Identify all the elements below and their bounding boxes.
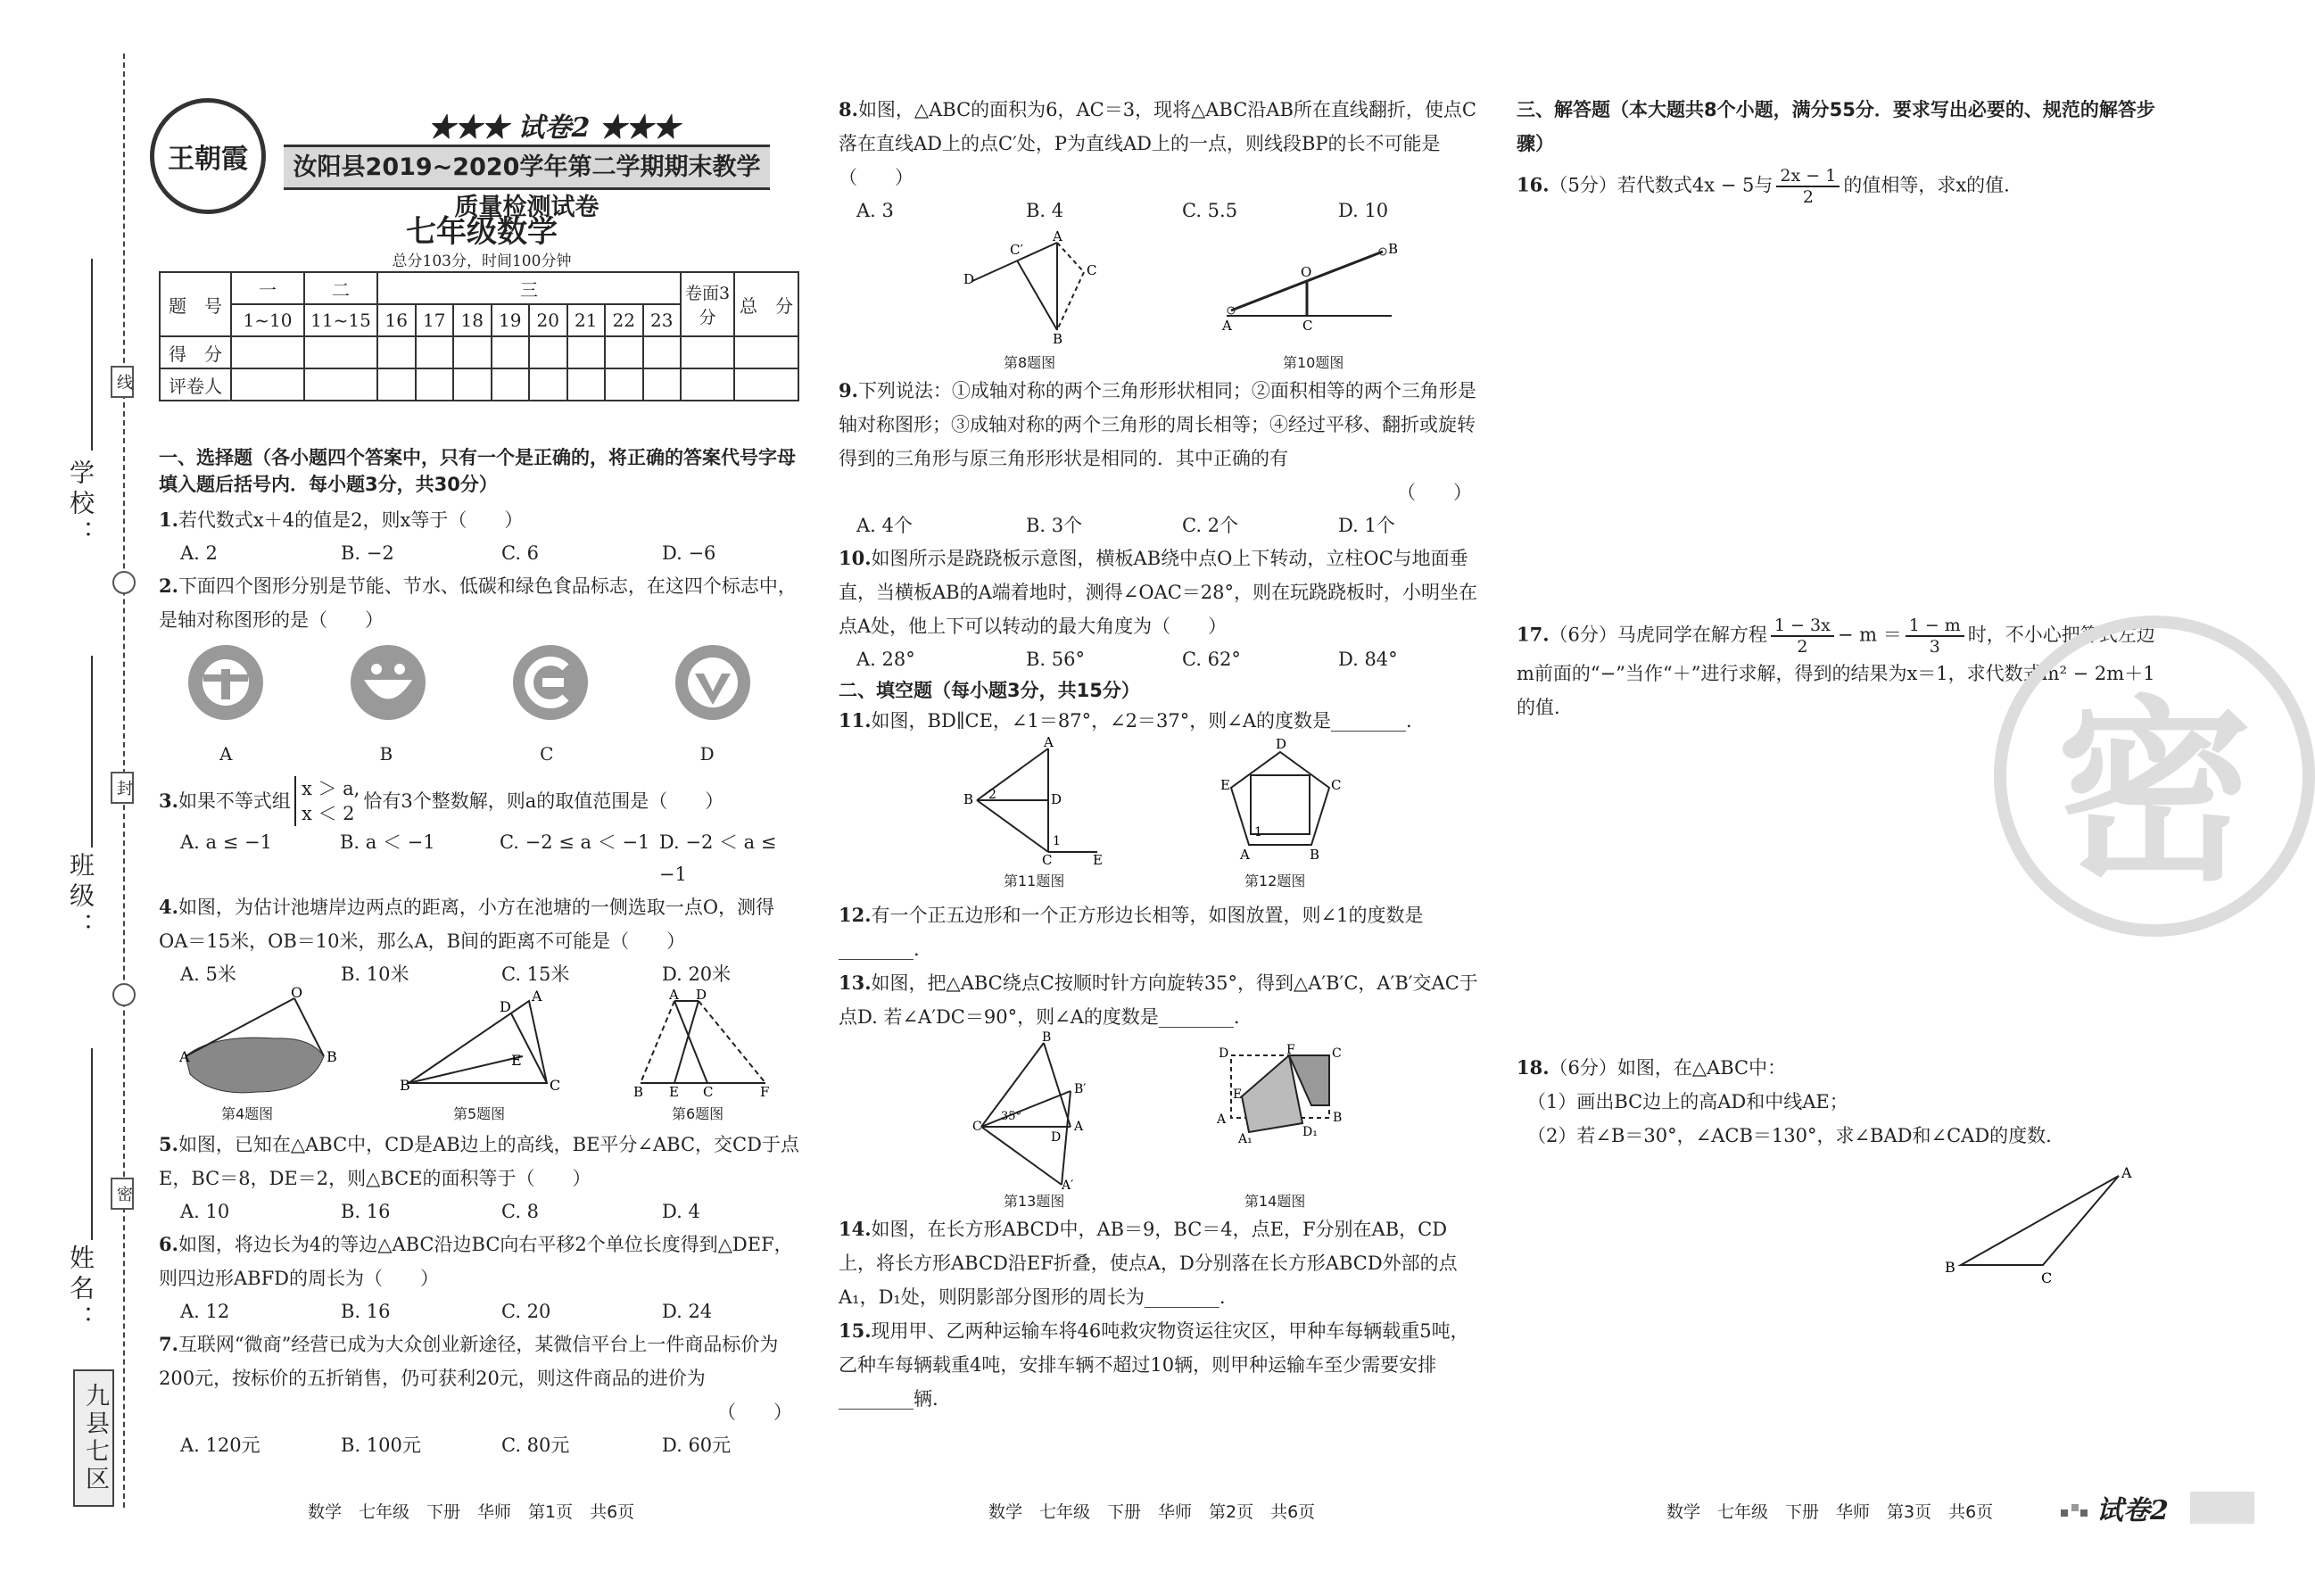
- figure-4: [177, 984, 337, 1096]
- footer-page-1: 数学 七年级 下册 华师 第1页 共6页: [308, 1502, 635, 1522]
- question-18: [1517, 1051, 2168, 1085]
- figure-10: [1222, 241, 1401, 334]
- grader-cell[interactable]: [734, 368, 798, 401]
- q3-pre: 如果不等式组: [178, 790, 291, 812]
- q7-option-b[interactable]: B. 100元: [341, 1435, 421, 1456]
- q2-label-c: C: [540, 743, 554, 765]
- figure-12: [1204, 736, 1356, 864]
- svg-text:E: E: [1093, 852, 1103, 868]
- school-line[interactable]: [91, 259, 93, 451]
- svg-text:B′: B′: [1074, 1082, 1087, 1096]
- q8-options: [839, 194, 1481, 227]
- question-15: [839, 1314, 1481, 1416]
- fig4-caption: 第4题图: [221, 1105, 274, 1122]
- q2-labels: [159, 740, 801, 767]
- q10-num: 10.: [839, 547, 872, 569]
- q6-option-d[interactable]: D. 24: [662, 1301, 713, 1322]
- th-q20: 20: [529, 304, 567, 336]
- q1-options: [159, 537, 801, 569]
- grader-cell[interactable]: [231, 368, 304, 401]
- q6-text: 如图，将边长为4的等边△ABC沿边BC向右平移2个单位长度得到△DEF，则四边形ABFD的周长为（ ）: [159, 1234, 793, 1289]
- question-12: [839, 898, 1481, 966]
- svg-text:C: C: [550, 1077, 561, 1094]
- q6-options: [159, 1295, 801, 1327]
- figure-6: [632, 987, 792, 1100]
- column-2: [839, 93, 1481, 1416]
- svg-text:D: D: [696, 987, 707, 1003]
- footer-page-2: 数学 七年级 下册 华师 第2页 共6页: [988, 1502, 1316, 1522]
- q18-part2: （2）若∠B＝30°，∠ACB＝130°，求∠BAD和∠CAD的度数.: [1527, 1125, 2052, 1146]
- watermark-text: 密: [1994, 616, 2315, 937]
- q4-option-b[interactable]: B. 10米: [341, 963, 409, 985]
- q7-option-a[interactable]: A. 120元: [180, 1435, 260, 1456]
- svg-text:A₁: A₁: [1238, 1132, 1253, 1146]
- q9-option-d[interactable]: D. 1个: [1338, 515, 1395, 536]
- q5-num: 5.: [159, 1133, 178, 1155]
- svg-text:A: A: [1240, 847, 1250, 863]
- q4-options: [159, 958, 801, 990]
- grader-cell[interactable]: [416, 368, 454, 401]
- q10-option-a[interactable]: A. 28°: [856, 649, 915, 670]
- th-q16: 16: [377, 304, 416, 336]
- question-1: [159, 503, 801, 537]
- score-cell[interactable]: [416, 336, 454, 368]
- q1-option-d[interactable]: D. −6: [662, 542, 716, 564]
- question-3: [159, 776, 801, 826]
- q18-part1: （1）画出BC边上的高AD和中线AE；: [1527, 1091, 1848, 1112]
- section2-title: 二、填空题（每小题3分，共15分）: [839, 680, 1140, 701]
- fig10-caption: 第10题图: [1283, 354, 1344, 371]
- svg-text:1: 1: [1053, 834, 1061, 848]
- svg-text:B: B: [1388, 241, 1399, 257]
- footer-series-tag: 试卷2: [2096, 1495, 2169, 1526]
- score-cell[interactable]: [529, 336, 567, 368]
- question-2: [159, 569, 801, 637]
- q8-option-b[interactable]: B. 4: [1026, 200, 1064, 221]
- series-title: ★★★ 试卷2 ★★★: [428, 112, 680, 144]
- logo-energy-icon[interactable]: [186, 642, 348, 740]
- question-4: [159, 890, 801, 958]
- svg-text:C: C: [703, 1084, 714, 1100]
- q11-text: 如图，BD∥CE，∠1＝87°，∠2＝37°，则∠A的度数是________.: [871, 710, 1412, 732]
- q16-numerator: 2x − 1: [1776, 166, 1840, 187]
- q3-post: 恰有3个整数解，则a的取值范围是（ ）: [363, 790, 724, 812]
- th-part1: 一: [231, 272, 304, 304]
- score-cell[interactable]: [377, 336, 416, 368]
- score-cell[interactable]: [492, 336, 530, 368]
- svg-text:C: C: [1302, 318, 1313, 334]
- th-total: 总 分: [734, 272, 798, 336]
- svg-text:A′: A′: [1062, 1178, 1074, 1193]
- q3-option-c[interactable]: C. −2 ≤ a ＜ −1: [499, 831, 650, 853]
- q1-option-b[interactable]: B. −2: [341, 542, 394, 564]
- svg-text:O: O: [1301, 264, 1312, 280]
- svg-text:D: D: [1051, 1130, 1062, 1145]
- q15-text: 现用甲、乙两种运输车将46吨救灾物资运往灾区，甲种车每辆载重5吨，乙种车每辆载重4吨，安排车辆不超过10辆，则甲种运输车至少需要安排________辆.: [839, 1320, 1469, 1410]
- q5-option-d[interactable]: D. 4: [662, 1201, 700, 1222]
- score-table: [159, 271, 799, 401]
- figure-13: [972, 1030, 1115, 1193]
- q4-option-d[interactable]: D. 20米: [662, 963, 732, 985]
- svg-text:D: D: [1276, 736, 1287, 752]
- exam-title: 汝阳县2019~2020学年第二学期期末教学质量检测试卷: [284, 145, 770, 190]
- grader-cell[interactable]: [529, 368, 567, 401]
- q3-sys2: x ＜ 2: [301, 803, 355, 824]
- q1-option-a[interactable]: A. 2: [180, 542, 218, 564]
- question-5: [159, 1128, 801, 1195]
- section1-title: 一、选择题（各小题四个答案中，只有一个是正确的，将正确的答案代号字母填入题后括号内．每小题3分，共30分）: [159, 447, 796, 495]
- mark-feng: 封: [111, 772, 134, 804]
- section3-title: 三、解答题（本大题共8个小题，满分55分．要求写出必要的、规范的解答步骤）: [1517, 99, 2155, 154]
- county-label: 九县七区: [73, 1369, 114, 1507]
- class-label: 班级：: [66, 852, 95, 943]
- q18-num: 18.: [1517, 1056, 1550, 1079]
- figure-14: [1213, 1043, 1347, 1168]
- svg-text:A: A: [1217, 1112, 1227, 1127]
- question-9: [839, 374, 1481, 475]
- q15-num: 15.: [839, 1319, 872, 1342]
- q3-option-d[interactable]: D. −2 ＜ a ≤ −1: [658, 831, 777, 885]
- question-18-block: [1517, 1051, 2168, 1153]
- score-cell[interactable]: [605, 336, 643, 368]
- svg-text:C: C: [1331, 777, 1342, 793]
- svg-text:O: O: [291, 984, 303, 1001]
- q9-text: 下列说法：①成轴对称的两个三角形形状相同；②面积相等的两个三角形是轴对称图形；③成轴对称的两个三角形的周长相等；④经过平移、翻折或旋转得到的三角形与原三角形形状是相同的．其中正确的有: [839, 380, 1476, 469]
- q11-num: 11.: [839, 709, 872, 732]
- watermark-seal: [1985, 616, 2253, 937]
- svg-text:F: F: [760, 1084, 770, 1100]
- svg-text:A: A: [1053, 228, 1062, 244]
- svg-text:D: D: [1219, 1046, 1229, 1061]
- question-8: [839, 93, 1481, 194]
- q4-text: 如图，为估计池塘岸边两点的距离，小方在池塘的一侧选取一点O，测得OA＝15米，OB＝10米，那么A，B间的距离不可能是（ ）: [159, 897, 775, 952]
- th-q21: 21: [567, 304, 606, 336]
- q9-paren[interactable]: （ ）: [1397, 482, 1472, 503]
- grader-cell[interactable]: [377, 368, 416, 401]
- q2-label-a: A: [219, 743, 233, 765]
- svg-text:C: C: [1332, 1046, 1342, 1061]
- figure-18: [1936, 1160, 2141, 1294]
- column-1: [159, 444, 801, 1461]
- th-range2: 11~15: [304, 304, 377, 336]
- q1-option-c[interactable]: C. 6: [501, 542, 540, 564]
- q3-sys1: x ＞ a,: [301, 778, 360, 799]
- score-info: 总分103分，时间100分钟: [392, 252, 572, 270]
- svg-text:C: C: [972, 1120, 982, 1134]
- svg-text:B: B: [327, 1048, 337, 1065]
- logo-water-icon[interactable]: [348, 642, 510, 740]
- grader-cell[interactable]: [304, 368, 377, 401]
- svg-text:A: A: [669, 987, 679, 1003]
- q16-denominator: 2: [1802, 187, 1814, 207]
- figure-5: [400, 988, 561, 1096]
- q18-text: （6分）如图，在△ABC中：: [1549, 1057, 1787, 1079]
- svg-text:A: A: [532, 988, 542, 1005]
- q17-f1-denominator: 2: [1797, 637, 1808, 657]
- svg-text:E: E: [669, 1084, 679, 1100]
- row-score-label: 得 分: [160, 336, 231, 368]
- q14-text: 如图，在长方形ABCD中，AB＝9，BC＝4，点E，F分别在AB，CD上，将长方形ABCD沿EF折叠，使点A，D分别落在长方形ABCD外部的点A₁，D₁处，则阴影部分图形的周长为________.: [839, 1219, 1458, 1308]
- score-cell[interactable]: [643, 336, 682, 368]
- fig6-caption: 第6题图: [672, 1105, 724, 1122]
- th-q19: 19: [492, 304, 530, 336]
- svg-text:B: B: [633, 1084, 644, 1100]
- figure-8: [963, 228, 1106, 348]
- question-13: [839, 966, 1481, 1034]
- svg-text:A: A: [1074, 1120, 1084, 1134]
- logo-text: 王朝霞: [168, 144, 248, 175]
- fig12-caption: 第12题图: [1244, 872, 1306, 889]
- column-3: [1517, 93, 2168, 207]
- q8-option-a[interactable]: A. 3: [856, 200, 894, 221]
- q17-post: 时，不小心把等式左边m前面的“−”当作“＋”进行求解，得到的结果为x＝1，求代数式m² − 2m＋1的值.: [1517, 624, 2155, 718]
- q17-fraction-2: [1906, 616, 1964, 657]
- svg-text:E: E: [1220, 777, 1230, 793]
- q6-option-c[interactable]: C. 20: [501, 1301, 551, 1322]
- svg-text:C: C: [1087, 262, 1097, 278]
- q16-pre: （5分）若代数式4x − 5与: [1549, 174, 1773, 196]
- svg-text:35°: 35°: [1001, 1110, 1022, 1123]
- logo-lowcarbon-icon[interactable]: [510, 642, 673, 740]
- score-cell[interactable]: [453, 336, 492, 368]
- score-cell[interactable]: [231, 336, 304, 368]
- score-cell[interactable]: [681, 336, 734, 368]
- q7-option-d[interactable]: D. 60元: [662, 1435, 732, 1456]
- th-q22: 22: [605, 304, 643, 336]
- q7-option-c[interactable]: C. 80元: [501, 1435, 570, 1456]
- figure-11: [963, 734, 1115, 868]
- q9-option-b[interactable]: B. 3个: [1026, 515, 1083, 536]
- q4-option-c[interactable]: C. 15米: [501, 963, 570, 985]
- q2-logos: [159, 642, 801, 740]
- grader-cell[interactable]: [492, 368, 530, 401]
- figures-8-10: [839, 227, 1481, 374]
- svg-text:D₁: D₁: [1302, 1125, 1318, 1139]
- subject-title: 七年级数学: [406, 214, 558, 250]
- fig11-caption: 第11题图: [1004, 872, 1065, 889]
- svg-text:A: A: [1222, 318, 1232, 334]
- grader-cell[interactable]: [605, 368, 643, 401]
- th-q18: 18: [453, 304, 492, 336]
- q10-option-b[interactable]: B. 56°: [1026, 649, 1086, 670]
- svg-text:A: A: [2121, 1164, 2132, 1181]
- th-q17: 17: [416, 304, 454, 336]
- logo-greenfood-icon[interactable]: [673, 642, 801, 740]
- svg-text:C: C: [1042, 852, 1053, 868]
- series-name: 试卷2: [517, 112, 591, 144]
- q16-post: 的值相等，求x的值.: [1843, 174, 2010, 196]
- q9-option-c[interactable]: C. 2个: [1182, 515, 1239, 536]
- th-part2: 二: [304, 272, 377, 304]
- q2-label-d: D: [699, 743, 715, 765]
- q17-f2-numerator: 1 − m: [1906, 616, 1964, 637]
- q5-text: 如图，已知在△ABC中，CD是AB边上的高线，BE平分∠ABC，交CD于点E，BC＝8，DE＝2，则△BCE的面积等于（ ）: [159, 1134, 799, 1189]
- school-label: 学校：: [66, 459, 95, 550]
- grader-cell[interactable]: [453, 368, 492, 401]
- svg-text:B: B: [1053, 331, 1063, 347]
- score-cell[interactable]: [304, 336, 377, 368]
- q9-options: [839, 509, 1481, 542]
- q13-text: 如图，把△ABC绕点C按顺时针方向旋转35°，得到△A′B′C，A′B′交AC于点D. 若∠A′DC＝90°，则∠A的度数是________.: [839, 972, 1478, 1028]
- q3-system: [294, 776, 360, 826]
- q16-num: 16.: [1517, 173, 1550, 196]
- question-6: [159, 1228, 801, 1295]
- row-grader-label: 评卷人: [160, 368, 231, 401]
- fig14-caption: 第14题图: [1244, 1193, 1306, 1210]
- question-16: [1517, 166, 2168, 207]
- th-part3: 三: [377, 272, 681, 304]
- svg-text:C: C: [2041, 1269, 2053, 1286]
- q5-option-a[interactable]: A. 10: [180, 1201, 230, 1222]
- q10-options: [839, 643, 1481, 675]
- q1-num: 1.: [159, 509, 178, 531]
- grader-cell[interactable]: [567, 368, 606, 401]
- svg-text:1: 1: [1254, 825, 1262, 839]
- class-line[interactable]: [91, 656, 93, 848]
- footer-page-3: 数学 七年级 下册 华师 第3页 共6页: [1666, 1502, 1994, 1522]
- score-cell[interactable]: [567, 336, 606, 368]
- question-14: [839, 1212, 1481, 1314]
- figures-4-6: [159, 984, 801, 1128]
- q14-num: 14.: [839, 1218, 872, 1240]
- svg-text:C′: C′: [1010, 242, 1023, 258]
- q4-num: 4.: [159, 896, 178, 918]
- q17-num: 17.: [1517, 623, 1550, 646]
- q9-num: 9.: [839, 379, 858, 401]
- svg-text:B: B: [963, 791, 974, 807]
- th-question: 题 号: [160, 272, 231, 336]
- q7-num: 7.: [159, 1333, 178, 1355]
- svg-text:B: B: [1945, 1259, 1955, 1276]
- q5-option-b[interactable]: B. 16: [341, 1201, 391, 1222]
- binding-hole: [112, 983, 136, 1006]
- q12-text: 有一个正五边形和一个正方形边长相等，如图放置，则∠1的度数是________.: [839, 905, 1424, 960]
- q3-option-a[interactable]: A. a ≤ −1: [180, 831, 272, 853]
- binding-hole: [112, 571, 136, 594]
- svg-text:D: D: [1051, 791, 1062, 807]
- q8-option-c[interactable]: C. 5.5: [1182, 200, 1238, 221]
- q17-mid: − m ＝: [1837, 624, 1902, 646]
- q5-options: [159, 1195, 801, 1228]
- q13-num: 13.: [839, 972, 872, 994]
- binding-strip: [0, 0, 147, 1596]
- fig5-caption: 第5题图: [453, 1105, 506, 1122]
- q3-option-b[interactable]: B. a ＜ −1: [339, 831, 435, 853]
- svg-text:B: B: [1042, 1030, 1052, 1045]
- figures-13-14: [839, 1030, 1481, 1212]
- name-label: 姓名：: [66, 1245, 95, 1336]
- q7-paren[interactable]: （ ）: [717, 1402, 792, 1423]
- svg-text:D: D: [963, 271, 975, 287]
- q9-option-a[interactable]: A. 4个: [856, 515, 913, 536]
- q8-option-d[interactable]: D. 10: [1338, 200, 1389, 221]
- q16-fraction: [1776, 166, 1840, 207]
- q6-option-b[interactable]: B. 16: [341, 1301, 391, 1322]
- q6-option-a[interactable]: A. 12: [180, 1301, 230, 1322]
- fig13-caption: 第13题图: [1004, 1193, 1065, 1210]
- score-cell[interactable]: [734, 336, 798, 368]
- svg-text:B: B: [400, 1077, 410, 1094]
- q8-text: 如图，△ABC的面积为6，AC＝3，现将△ABC沿AB所在直线翻折，使点C落在直线AD上的点C′处，P为直线AD上的一点，则线段BP的长不可能是（ ）: [839, 99, 1476, 188]
- q7-options: [159, 1429, 801, 1461]
- q17-pre: （6分）马虎同学在解方程: [1549, 624, 1767, 646]
- grader-cell[interactable]: [681, 368, 734, 401]
- q17-fraction-1: [1771, 616, 1834, 657]
- question-11: [839, 704, 1481, 738]
- footer-bar: [2190, 1492, 2254, 1524]
- footer-deco: [2061, 1501, 2088, 1518]
- q5-option-c[interactable]: C. 8: [501, 1201, 540, 1222]
- svg-text:D: D: [500, 998, 511, 1015]
- svg-text:E: E: [1233, 1087, 1243, 1102]
- question-7: [159, 1327, 801, 1395]
- q3-num: 3.: [159, 790, 178, 812]
- fig8-caption: 第8题图: [1004, 354, 1056, 371]
- q3-options: [159, 826, 801, 890]
- mark-xian: 线: [111, 366, 134, 398]
- th-neatness: 卷面3分: [681, 272, 734, 336]
- q4-option-a[interactable]: A. 5米: [180, 963, 236, 985]
- q2-num: 2.: [159, 575, 178, 597]
- q17-f2-denominator: 3: [1929, 637, 1940, 657]
- q1-text: 若代数式x＋4的值是2，则x等于（ ）: [178, 509, 524, 531]
- mark-mi: 密: [111, 1178, 134, 1210]
- grader-cell[interactable]: [643, 368, 682, 401]
- brand-logo: [150, 98, 266, 214]
- svg-text:B: B: [1310, 847, 1320, 863]
- th-q23: 23: [643, 304, 682, 336]
- q2-label-b: B: [379, 743, 393, 765]
- q10-option-c[interactable]: C. 62°: [1182, 649, 1241, 670]
- svg-text:A: A: [179, 1048, 190, 1065]
- question-10: [839, 542, 1481, 643]
- q17-f1-numerator: 1 − 3x: [1771, 616, 1834, 637]
- q12-num: 12.: [839, 904, 872, 926]
- q6-num: 6.: [159, 1233, 178, 1255]
- svg-text:E: E: [511, 1052, 522, 1069]
- svg-text:B: B: [1333, 1111, 1343, 1125]
- q10-text: 如图所示是跷跷板示意图，横板AB绕中点O上下转动，立柱OC与地面垂直，当横板AB的A端着地时，测得∠OAC＝28°，则在玩跷跷板时，小明坐在点A处，他上下可以转动的最大角度为（ ）: [839, 548, 1478, 637]
- q2-text: 下面四个图形分别是节能、节水、低碳和绿色食品标志，在这四个标志中，是轴对称图形的是（ ）: [159, 575, 797, 631]
- svg-text:2: 2: [988, 788, 996, 802]
- figures-11-12: [839, 734, 1481, 898]
- q8-num: 8.: [839, 98, 858, 120]
- q10-option-d[interactable]: D. 84°: [1338, 649, 1398, 670]
- th-range1: 1~10: [231, 304, 304, 336]
- q7-text: 互联网“微商”经营已成为大众创业新途径，某微信平台上一件商品标价为200元，按标价的五折销售，仍可获利20元，则这件商品的进价为: [159, 1334, 779, 1389]
- svg-text:A: A: [1044, 734, 1054, 750]
- svg-text:F: F: [1286, 1043, 1295, 1057]
- name-line[interactable]: [91, 1048, 93, 1240]
